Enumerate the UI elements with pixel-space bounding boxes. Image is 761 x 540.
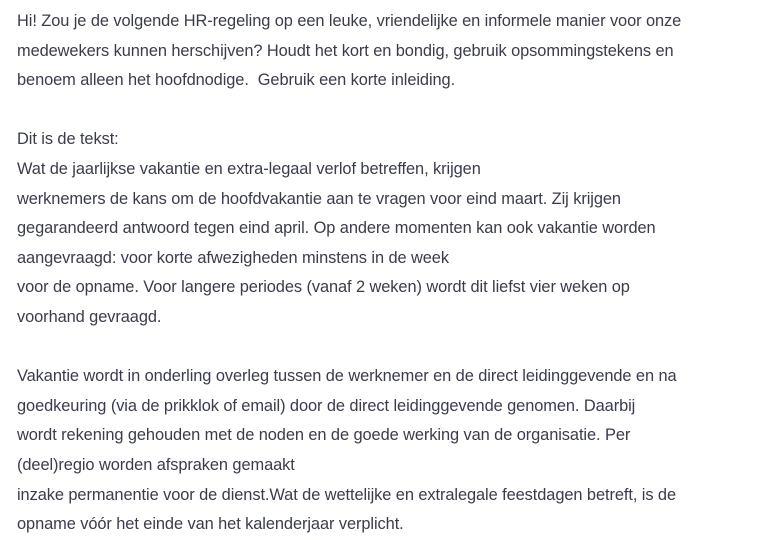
paragraph-spacer — [17, 96, 747, 126]
text-line: Vakantie wordt in onderling overleg tussen de werknemer en de direct leidinggevende en na — [17, 367, 677, 386]
text-line: inzake permanentie voor de dienst.Wat de wettelijke en extralegale feestdagen betreft, is de — [17, 485, 676, 504]
text-line: medewekers kunnen herschijven? Houdt het kort en bondig, gebruik opsommingstekens en — [17, 41, 674, 60]
text-line: aangevraagd: voor korte afwezigheden minstens in de week — [17, 248, 449, 267]
paragraph-prompt-instruction — [17, 7, 747, 96]
text-line: wordt rekening gehouden met de noden en de goede werking van de organisatie. Per — [17, 426, 631, 445]
text-line: gegarandeerd antwoord tegen eind april. Op andere momenten kan ook vakantie worden — [17, 219, 656, 238]
paragraph-spacer — [17, 333, 747, 363]
text-line: opname vóór het einde van het kalenderjaar verplicht. — [17, 515, 404, 534]
text-line: voor de opname. Voor langere periodes (vanaf 2 weken) wordt dit liefst vier weken op — [17, 278, 630, 297]
text-line: Wat de jaarlijkse vakantie en extra-legaal verlof betreffen, krijgen — [17, 159, 481, 178]
paragraph-source-text — [17, 125, 747, 332]
text-line: benoem alleen het hoofdnodige. Gebruik een korte inleiding. — [17, 71, 456, 90]
paragraph-vacation-policy — [17, 362, 747, 540]
text-line: Hi! Zou je de volgende HR-regeling op een leuke, vriendelijke en informele manier voor onze — [17, 12, 682, 30]
text-line: werknemers de kans om de hoofdvakantie aan te vragen voor eind maart. Zij krijgen — [17, 189, 621, 208]
text-line: voorhand gevraagd. — [17, 307, 162, 326]
text-line: (deel)regio worden afspraken gemaakt — [17, 455, 295, 474]
text-line: Dit is de tekst: — [17, 130, 119, 149]
text-line: goedkeuring (via de prikklok of email) door de direct leidinggevende genomen. Daarbij — [17, 396, 636, 415]
